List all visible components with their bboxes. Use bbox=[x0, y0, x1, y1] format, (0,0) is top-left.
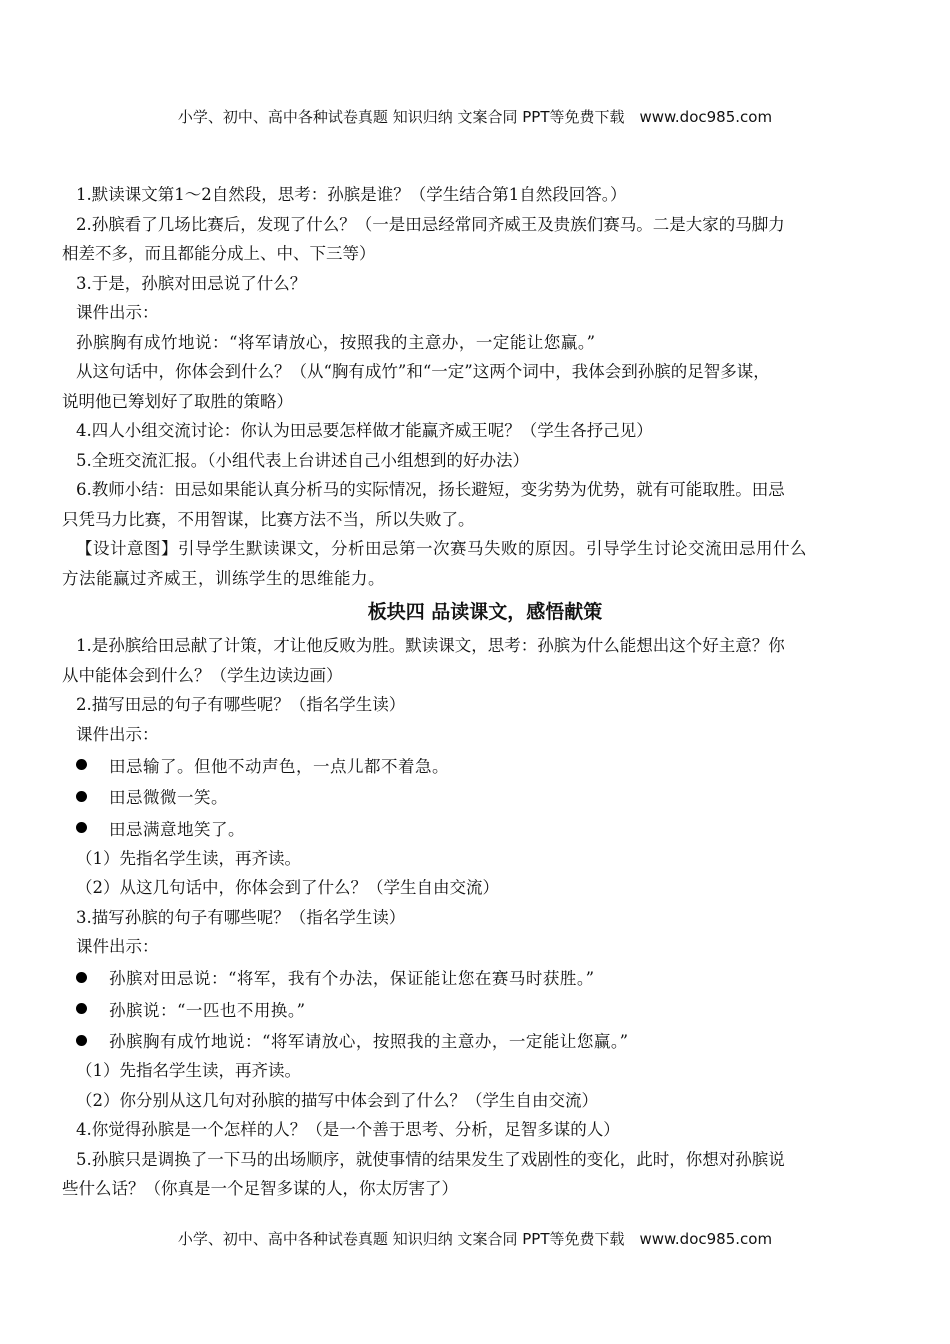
list-item: 孙膑说：“一匹也不用换。” bbox=[62, 993, 908, 1025]
design-intent: 【设计意图】引导学生默读课文，分析田忌第一次赛马失败的原因。引导学生讨论交流田忌用什么 bbox=[76, 539, 807, 558]
bullet-icon bbox=[76, 822, 87, 833]
paragraph: 3.于是，孙膑对田忌说了什么？ bbox=[76, 273, 307, 293]
paragraph: 1.是孙膑给田忌献了计策，才让他反败为胜。默读课文，思考：孙膑为什么能想出这个好主意？你 bbox=[76, 636, 785, 655]
paragraph: 课件出示： bbox=[76, 303, 159, 322]
bullet-icon bbox=[76, 1035, 87, 1046]
paragraph: 6.教师小结：田忌如果能认真分析马的实际情况，扬长避短，变劣势为优势，就有可能取胜。田忌 bbox=[76, 480, 785, 499]
paragraph: 5.孙膑只是调换了一下马的出场顺序，就使事情的结果发生了戏剧性的变化，此时，你想对孙膑说 bbox=[76, 1149, 785, 1169]
page-header: 小学、初中、高中各种试卷真题 知识归纳 文案合同 PPT等免费下载 www.doc985.com bbox=[177, 108, 773, 126]
paragraph: 课件出示： bbox=[76, 937, 159, 956]
paragraph: 5.全班交流汇报。（小组代表上台讲述自己小组想到的好办法） bbox=[76, 450, 529, 470]
paragraph: 说明他已筹划好了取胜的策略） bbox=[62, 391, 293, 411]
bullet-icon bbox=[76, 791, 87, 802]
paragraph: 2.描写田忌的句子有哪些呢？（指名学生读） bbox=[76, 695, 406, 714]
paragraph: （2）你分别从这几句对孙膑的描写中体会到了什么？（学生自由交流） bbox=[76, 1090, 598, 1110]
design-intent: 方法能赢过齐威王，训练学生的思维能力。 bbox=[62, 568, 385, 588]
paragraph: 从这句话中，你体会到什么？（从“胸有成竹”和“一定”这两个词中，我体会到孙膑的足智多谋， bbox=[76, 362, 770, 381]
section-title: 板块四 品读课文，感悟献策 bbox=[367, 601, 603, 623]
bullet-icon bbox=[76, 972, 87, 983]
paragraph: 4.你觉得孙膑是一个怎样的人？（是一个善于思考、分析，足智多谋的人） bbox=[76, 1120, 620, 1139]
paragraph: 课件出示： bbox=[76, 724, 159, 744]
document-body bbox=[62, 180, 908, 1204]
paragraph: 4.四人小组交流讨论：你认为田忌要怎样做才能赢齐威王呢？（学生各抒己见） bbox=[76, 421, 653, 440]
paragraph: 从中能体会到什么？（学生边读边画） bbox=[62, 665, 343, 685]
page-footer: 小学、初中、高中各种试卷真题 知识归纳 文案合同 PPT等免费下载 www.doc985.com bbox=[177, 1230, 773, 1248]
paragraph: 3.描写孙膑的句子有哪些呢？（指名学生读） bbox=[76, 907, 406, 927]
paragraph: 2.孙膑看了几场比赛后，发现了什么？（一是田忌经常同齐威王及贵族们赛马。二是大家的马脚力 bbox=[76, 214, 785, 234]
list-item: 田忌微微一笑。 bbox=[62, 781, 908, 813]
paragraph: 1.默读课文第1～2自然段，思考：孙膑是谁？（学生结合第1自然段回答。） bbox=[76, 185, 627, 204]
bullet-icon bbox=[76, 1003, 87, 1014]
paragraph: 些什么话？（你真是一个足智多谋的人，你太厉害了） bbox=[62, 1179, 458, 1198]
quote: 孙膑胸有成竹地说：“将军请放心，按照我的主意办，一定能让您赢。” bbox=[76, 332, 596, 352]
paragraph: （1）先指名学生读，再齐读。 bbox=[76, 848, 301, 868]
list-item: 孙膑对田忌说：“将军，我有个办法，保证能让您在赛马时获胜。” bbox=[62, 962, 908, 994]
paragraph: （1）先指名学生读，再齐读。 bbox=[76, 1061, 301, 1080]
bullet-icon bbox=[76, 759, 87, 770]
paragraph: （2）从这几句话中，你体会到了什么？（学生自由交流） bbox=[76, 878, 499, 897]
paragraph: 相差不多，而且都能分成上、中、下三等） bbox=[62, 244, 376, 263]
list-item: 田忌输了。但他不动声色，一点儿都不着急。 bbox=[62, 749, 908, 781]
list-item: 孙膑胸有成竹地说：“将军请放心，按照我的主意办，一定能让您赢。” bbox=[62, 1025, 908, 1057]
paragraph: 只凭马力比赛，不用智谋，比赛方法不当，所以失败了。 bbox=[62, 509, 475, 529]
list-item: 田忌满意地笑了。 bbox=[62, 812, 908, 844]
